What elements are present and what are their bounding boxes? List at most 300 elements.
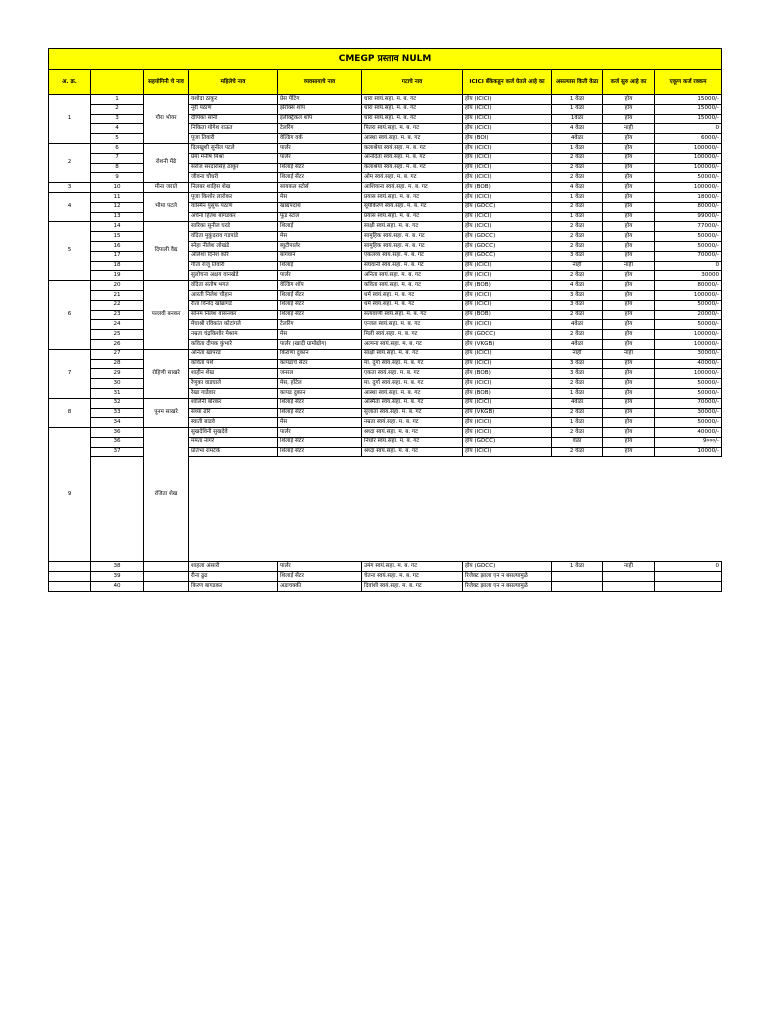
loan-source: होय (BOB) xyxy=(463,281,552,291)
loan-amount: 50000/- xyxy=(655,173,722,183)
group-name: उमंग स्वयं.सहा. म. ब. गट xyxy=(362,562,463,572)
loan-amount: 100000/- xyxy=(655,163,722,173)
group-name: श्रध्दा स्वयं.सहा. म. ब. गट xyxy=(362,428,463,438)
loan-source: होय (ICICI) xyxy=(463,163,552,173)
loan-times: 4वेळा xyxy=(552,320,603,330)
business-name: टेलरिंग xyxy=(278,320,362,330)
business-name: शिलाई सेंटर xyxy=(278,572,362,582)
row-serial: 10 xyxy=(91,183,144,193)
woman-name: प्रतिभा रामटेके xyxy=(189,447,278,457)
business-name: शिलाई xyxy=(278,222,362,232)
loan-active: होय xyxy=(603,173,655,183)
sahyogini-name: रोशनी मेंढे xyxy=(144,143,189,182)
row-serial: 7 xyxy=(91,153,144,163)
empty-cell xyxy=(603,457,655,562)
loan-amount: 50000/- xyxy=(655,388,722,398)
loan-times: 2 वेळा xyxy=(552,241,603,251)
group-name: सत्यवाणी स्वयं.सहा. म. ब. गट xyxy=(362,310,463,320)
row-serial: 25 xyxy=(91,330,144,340)
business-name: शिलाई सेंटर xyxy=(278,290,362,300)
loan-source: होय (ICICI) xyxy=(463,379,552,389)
row-serial: 27 xyxy=(91,349,144,359)
loan-amount: 18000/- xyxy=(655,192,722,202)
loan-source: होय (VKGB) xyxy=(463,408,552,418)
row-serial: 1 xyxy=(91,95,144,105)
loan-source: होय (BOB) xyxy=(463,310,552,320)
loan-times: 3 वेळा xyxy=(552,300,603,310)
row-serial: 5 xyxy=(91,134,144,144)
loan-active: होय xyxy=(603,339,655,349)
empty-cell xyxy=(189,457,278,562)
business-name: मेस xyxy=(278,232,362,242)
loan-amount: 70000/- xyxy=(655,398,722,408)
group-name: मा. दुर्गा स्वयं.सहा. म. ब. गट xyxy=(362,379,463,389)
table-row xyxy=(49,183,722,193)
group-number: 2 xyxy=(49,143,91,182)
loan-source: होय (ICICI) xyxy=(463,261,552,271)
row-serial: 21 xyxy=(91,290,144,300)
row-serial: 38 xyxy=(91,562,144,572)
loan-amount: 99000/- xyxy=(655,212,722,222)
loan-amount: 10000/- xyxy=(655,447,722,457)
business-name: शिलाई सेंटर xyxy=(278,173,362,183)
group-number: 8 xyxy=(49,398,91,427)
loan-times: 1वेळा xyxy=(552,114,603,124)
business-name: पार्लर xyxy=(278,562,362,572)
loan-source: होय (ICICI) xyxy=(463,320,552,330)
row-serial: 9 xyxy=(91,173,144,183)
loan-times: नाही xyxy=(552,261,603,271)
loan-source: होय (GDCC) xyxy=(463,241,552,251)
spreadsheet xyxy=(48,48,721,592)
row-serial: 3 xyxy=(91,114,144,124)
woman-name: यशोदा ठाकुर xyxy=(189,95,278,105)
loan-active: होय xyxy=(603,447,655,457)
row-serial: 4 xyxy=(91,124,144,134)
row-serial: 14 xyxy=(91,222,144,232)
loan-times: नाही xyxy=(552,349,603,359)
header-cell: गटाचे नाव xyxy=(362,70,463,95)
row-serial: 16 xyxy=(91,241,144,251)
loan-active: होय xyxy=(603,212,655,222)
loan-source: होय (BOB) xyxy=(463,388,552,398)
group-number xyxy=(49,572,91,582)
row-serial: 28 xyxy=(91,359,144,369)
group-name: आस्था स्वयं.सहा. म. ब. गट xyxy=(362,134,463,144)
group-name: एन्जल स्वयं.सहा. म. ब. गट xyxy=(362,320,463,330)
sheet-title: CMEGP प्रस्ताव NULM xyxy=(49,49,722,70)
woman-name: रीना ढुढ xyxy=(189,572,278,582)
group-number: 7 xyxy=(49,349,91,398)
business-name: बागवान xyxy=(278,251,362,261)
woman-name: स्नेहा नीलेश लोखंडे xyxy=(189,241,278,251)
group-number: 9 xyxy=(49,428,91,562)
loan-amount: 50000/- xyxy=(655,379,722,389)
woman-name: यास्मिन युसुफ पठाण xyxy=(189,202,278,212)
sahyogini-name: पूनम साखरे xyxy=(144,398,189,427)
loan-active: नाही xyxy=(603,124,655,134)
business-name: झेरॉक्स शॉप xyxy=(278,104,362,114)
group-name: नम्रता स्वयं.सहा. म. ब. गट xyxy=(362,418,463,428)
title-row xyxy=(49,49,722,70)
woman-name: रेणुका वाडघाले xyxy=(189,379,278,389)
loan-times: 2 वेळा xyxy=(552,379,603,389)
loan-active: होय xyxy=(603,95,655,105)
loan-times: 4वेळा xyxy=(552,398,603,408)
loan-source: रिजेक्ट झाला एन न बसल्यामुळे xyxy=(463,582,552,592)
empty-cell xyxy=(552,457,603,562)
group-number: 6 xyxy=(49,281,91,350)
group-name: अस्मिता स्वयं.सहा. म. ब. गट xyxy=(362,398,463,408)
loan-active: होय xyxy=(603,330,655,340)
loan-source: होय (ICICI) xyxy=(463,418,552,428)
loan-times: 4 वेळा xyxy=(552,183,603,193)
loan-times: 1 वेळा xyxy=(552,95,603,105)
loan-source: होय (BOI) xyxy=(463,134,552,144)
loan-amount: 50000/- xyxy=(655,232,722,242)
row-serial: 11 xyxy=(91,192,144,202)
loan-times: 2 वेळा xyxy=(552,408,603,418)
loan-active xyxy=(603,572,655,582)
loan-active: नाही xyxy=(603,562,655,572)
loan-active: होय xyxy=(603,222,655,232)
table-row xyxy=(49,428,722,438)
group-name: एकता स्वयं.सहा. म. ब. गट xyxy=(362,369,463,379)
loan-amount: 15000/- xyxy=(655,104,722,114)
group-name: धारा स्वयं.सहा. म. ब. गट xyxy=(362,114,463,124)
business-name: शिलाई सेंटर xyxy=(278,310,362,320)
business-name: वेल्डिंग शॉप xyxy=(278,281,362,291)
group-name: धर्म स्वयं.सहा. म. ब. गट xyxy=(362,290,463,300)
loan-times: 2 वेळा xyxy=(552,222,603,232)
woman-name: निकिता योगेश राऊत xyxy=(189,124,278,134)
header-cell: असल्यास किती वेळा xyxy=(552,70,603,95)
loan-source: रिजेक्ट झाला एन न बसल्यामुळे xyxy=(463,572,552,582)
loan-amount: 50000/- xyxy=(655,241,722,251)
row-serial: 34 xyxy=(91,418,144,428)
woman-name: नम्रता चंद्रकिशोर मेश्राम xyxy=(189,330,278,340)
loan-source: होय (ICICI) xyxy=(463,173,552,183)
row-serial: 30 xyxy=(91,379,144,389)
row-serial: 39 xyxy=(91,572,144,582)
business-name: फूड स्टाल xyxy=(278,212,362,222)
loan-source: होय (GDCC) xyxy=(463,251,552,261)
loan-amount: 9०००/- xyxy=(655,437,722,447)
loan-active: होय xyxy=(603,134,655,144)
woman-name: कविता पशे xyxy=(189,359,278,369)
row-serial: 6 xyxy=(91,143,144,153)
loan-amount: 70000/- xyxy=(655,251,722,261)
loan-amount: 100000/- xyxy=(655,143,722,153)
table-row xyxy=(49,572,722,582)
loan-times: 3 वेळा xyxy=(552,251,603,261)
loan-active: होय xyxy=(603,359,655,369)
loan-source: होय (GDCC) xyxy=(463,202,552,212)
woman-name: जीवना चौधरी xyxy=(189,173,278,183)
group-name: निर्धार स्वयं.सहा. म. ब. गट xyxy=(362,437,463,447)
sahyogini-name xyxy=(144,572,189,582)
group-number: 1 xyxy=(49,95,91,144)
group-name: चेतना स्वयं.सहा. म. ब. गट xyxy=(362,572,463,582)
loan-amount: 30000/- xyxy=(655,349,722,359)
loan-times: 1 वेळा xyxy=(552,104,603,114)
woman-name: पूजा तिवारी xyxy=(189,134,278,144)
empty-cell xyxy=(362,457,463,562)
group-number: 3 xyxy=(49,183,91,193)
woman-name: किरण बागडकर xyxy=(189,582,278,592)
woman-name: सोनम निलेश वासनकर xyxy=(189,310,278,320)
loan-active: होय xyxy=(603,281,655,291)
sahyogini-name: भीमा पटले xyxy=(144,192,189,221)
sahyogini-name xyxy=(144,582,189,592)
business-name: मेस, हॉटेल xyxy=(278,379,362,389)
loan-times: 2 वेळा xyxy=(552,202,603,212)
group-name: कलाश्रेया स्वयं.सहा. म. ब. गट xyxy=(362,143,463,153)
sahyogini-name: पल्लवी बनकर xyxy=(144,281,189,350)
loan-amount: 15000/- xyxy=(655,114,722,124)
loan-amount: 77000/- xyxy=(655,222,722,232)
loan-times: 3 वेळा xyxy=(552,369,603,379)
loan-source: होय (ICICI) xyxy=(463,398,552,408)
loan-times: 3 वेळा xyxy=(552,290,603,300)
group-name: अनिता स्वयं.सहा. म. ब. गट xyxy=(362,271,463,281)
header-cell xyxy=(91,70,144,95)
table-row xyxy=(49,398,722,408)
group-name: आनंदिता स्वयं.सहा. म. ब. गट xyxy=(362,153,463,163)
woman-name: गीता राजू तिवारी xyxy=(189,261,278,271)
loan-times: 4 वेळा xyxy=(552,124,603,134)
business-name: मेस xyxy=(278,192,362,202)
business-name: पार्लर xyxy=(278,153,362,163)
loan-times: 1 वेळा xyxy=(552,212,603,222)
woman-name: दीपिका सोनी xyxy=(189,114,278,124)
group-name: आस्था स्वयं.सहा. म. ब. गट xyxy=(362,388,463,398)
business-name: पार्लर xyxy=(278,271,362,281)
empty-cell xyxy=(655,457,722,562)
business-name: शिलाई सेंटर xyxy=(278,408,362,418)
table-row xyxy=(49,95,722,105)
loan-active: होय xyxy=(603,428,655,438)
loan-source: होय (GDCC) xyxy=(463,330,552,340)
business-name: अडाचक्की xyxy=(278,582,362,592)
loan-amount: 50000/- xyxy=(655,320,722,330)
loan-times: 1 वेळा xyxy=(552,388,603,398)
row-serial: 8 xyxy=(91,163,144,173)
header-cell: कर्ज सुरु आहे का xyxy=(603,70,655,95)
row-serial: 36 xyxy=(91,428,144,438)
business-name: मेस xyxy=(278,330,362,340)
empty-cell xyxy=(278,457,362,562)
loan-amount: 100000/- xyxy=(655,290,722,300)
loan-times: 2 वेळा xyxy=(552,173,603,183)
header-cell: एकूण कर्ज रक्कम xyxy=(655,70,722,95)
loan-source: होय (VKGB) xyxy=(463,339,552,349)
table-row xyxy=(49,143,722,153)
business-name: शिलाई सेंटर xyxy=(278,398,362,408)
loan-times: 2 वेळा xyxy=(552,232,603,242)
loan-active: होय xyxy=(603,114,655,124)
loan-active: होय xyxy=(603,241,655,251)
woman-name: रीता विनोद खोब्रागडे xyxy=(189,300,278,310)
header-cell: ICICI बॅंकेकडून कर्ज घेतले आहे का xyxy=(463,70,552,95)
loan-amount: 100000/- xyxy=(655,330,722,340)
row-serial: 33 xyxy=(91,408,144,418)
loan-active: होय xyxy=(603,300,655,310)
sahyogini-name xyxy=(144,562,189,572)
loan-source: होय (ICICI) xyxy=(463,192,552,202)
sahyogini-name: रंजिता शेख xyxy=(144,428,189,562)
group-number xyxy=(49,562,91,572)
group-name: मा. दुर्गा स्वयं.सहा. म. ब. गट xyxy=(362,359,463,369)
empty-cell xyxy=(463,457,552,562)
loan-times: 1 वेळा xyxy=(552,143,603,153)
loan-source: होय (BOB) xyxy=(463,369,552,379)
loan-active: होय xyxy=(603,408,655,418)
row-serial: 20 xyxy=(91,281,144,291)
loan-amount: 0 xyxy=(655,124,722,134)
group-number: 5 xyxy=(49,222,91,281)
loan-times: 1 वेळा xyxy=(552,418,603,428)
loan-active: होय xyxy=(603,290,655,300)
loan-active: होय xyxy=(603,143,655,153)
loan-amount: 40000/- xyxy=(655,359,722,369)
group-name: अल्पना स्वयं.सहा. म. ब. गट xyxy=(362,339,463,349)
loan-active: होय xyxy=(603,104,655,114)
table-row xyxy=(49,192,722,202)
woman-name: रेखा गाडेवार xyxy=(189,388,278,398)
business-name: सायकल स्टोर्स xyxy=(278,183,362,193)
loan-times: 4वेळा xyxy=(552,339,603,349)
woman-name: शालिनी बोरकर xyxy=(189,398,278,408)
header-row xyxy=(49,70,722,95)
group-name: ओम स्वयं.सहा. म. ब. गट xyxy=(362,173,463,183)
woman-name: सुखदेविनी सुखदेवे xyxy=(189,428,278,438)
loan-source: होय (GDCC) xyxy=(463,437,552,447)
loan-source: होय (ICICI) xyxy=(463,104,552,114)
group-name: सुजाता स्वयं.सहा. म. ब. गट xyxy=(362,408,463,418)
row-serial: 15 xyxy=(91,232,144,242)
loan-times: 2 वेळा xyxy=(552,330,603,340)
business-name: किराणा दुकान xyxy=(278,349,362,359)
loan-amount: 40000/- xyxy=(655,428,722,438)
business-name: खाद्यपदार्थ xyxy=(278,202,362,212)
loan-amount: 80000/- xyxy=(655,281,722,291)
woman-name: सुलोचना अक्षय वानखेडे xyxy=(189,271,278,281)
group-number xyxy=(49,582,91,592)
loan-times xyxy=(552,582,603,592)
group-name: संघवानी स्वयं.सहा. म. ब. गट xyxy=(362,261,463,271)
group-name: धारा स्वयं.सहा. म. ब. गट xyxy=(362,104,463,114)
row-serial: 22 xyxy=(91,300,144,310)
woman-name: ममता नागरे xyxy=(189,437,278,447)
group-name: साक्षी स्वयं.सहा. म. ब. गट xyxy=(362,349,463,359)
table-row xyxy=(49,281,722,291)
business-name: शिलाई सेंटर xyxy=(278,300,362,310)
loan-amount: 100000/- xyxy=(655,183,722,193)
loan-times: 4 वेळा xyxy=(552,281,603,291)
group-name: श्रध्दा स्वयं.सहा. म. ब. गट xyxy=(362,447,463,457)
business-name: पार्लर xyxy=(278,428,362,438)
group-name: आशियाना स्वयं.सहा. म. ब. गट xyxy=(362,183,463,193)
loan-active: नाही xyxy=(603,349,655,359)
loan-amount: 0 xyxy=(655,562,722,572)
business-name: जनरल xyxy=(278,369,362,379)
row-serial: 32 xyxy=(91,398,144,408)
loan-active: होय xyxy=(603,192,655,202)
row-serial: 37 xyxy=(91,447,144,457)
loan-source: होय (ICICI) xyxy=(463,349,552,359)
loan-active: होय xyxy=(603,202,655,212)
group-name: प्रयास स्वयं.सहा. म. ब. गट xyxy=(362,192,463,202)
loan-source: होय (ICICI) xyxy=(463,95,552,105)
group-name: प्रयास स्वयं.सहा. म. ब. गट xyxy=(362,212,463,222)
loan-amount: 30000/- xyxy=(655,408,722,418)
loan-table xyxy=(48,48,722,592)
woman-name: प्रेमा मनीष मिश्रा xyxy=(189,153,278,163)
loan-active: होय xyxy=(603,418,655,428)
loan-times: 4वेळा xyxy=(552,134,603,144)
woman-name: दिलखुशी सुनील पटले xyxy=(189,143,278,153)
business-name: मेस xyxy=(278,418,362,428)
business-name: इलेक्ट्रिकल शॉप xyxy=(278,114,362,124)
loan-amount: 50000/- xyxy=(655,300,722,310)
loan-active: होय xyxy=(603,379,655,389)
loan-times: 3 वेळा xyxy=(552,359,603,369)
loan-amount: 30000 xyxy=(655,271,722,281)
loan-source: होय (ICICI) xyxy=(463,428,552,438)
woman-name: वंदिता मुकुंदराव गडपांडे xyxy=(189,232,278,242)
group-name: दिवांशी स्वयं.सहा. म. ब. गट xyxy=(362,582,463,592)
loan-source: होय (GDCC) xyxy=(463,562,552,572)
woman-name: वंदिता संतोष भगत xyxy=(189,281,278,291)
row-serial: 26 xyxy=(91,339,144,349)
header-cell: व्यवसायाचे नाव xyxy=(278,70,362,95)
loan-source: होय (ICICI) xyxy=(463,143,552,153)
loan-times: 2 वेळा xyxy=(552,271,603,281)
woman-name: स्वाती बाडवे xyxy=(189,418,278,428)
loan-active: होय xyxy=(603,437,655,447)
sahyogini-name: गौरा भोयर xyxy=(144,95,189,144)
loan-active: होय xyxy=(603,153,655,163)
group-name: एकलव्य स्वयं.सहा. म. ब. गट xyxy=(362,251,463,261)
business-name: टेलरिंग xyxy=(278,124,362,134)
loan-times: 2 वेळा xyxy=(552,153,603,163)
loan-times: 2 वेळा xyxy=(552,310,603,320)
loan-amount: 80000/- xyxy=(655,202,722,212)
group-name: धारा स्वयं.सहा. म. ब. गट xyxy=(362,95,463,105)
row-serial: 36 xyxy=(91,437,144,447)
loan-source: होय (ICICI) xyxy=(463,271,552,281)
loan-active: होय xyxy=(603,369,655,379)
sahyogini-name: मीना जराते xyxy=(144,183,189,193)
woman-name: पूजा किशोर लारोकर xyxy=(189,192,278,202)
empty-cell xyxy=(91,457,144,562)
loan-times: 2 वेळा xyxy=(552,163,603,173)
loan-amount: 15000/- xyxy=(655,95,722,105)
business-name: शिलाई सेंटर xyxy=(278,163,362,173)
loan-active: होय xyxy=(603,310,655,320)
business-name: प्रेस पेंटिंग xyxy=(278,95,362,105)
business-name: शिलाई सेंटर xyxy=(278,447,362,457)
group-name: कलाश्रेया स्वयं.सहा. म. ब. गट xyxy=(362,163,463,173)
business-name: पार्लर xyxy=(278,143,362,153)
loan-amount xyxy=(655,572,722,582)
row-serial: 40 xyxy=(91,582,144,592)
loan-source: होय (ICICI) xyxy=(463,359,552,369)
loan-times: 1 वेळा xyxy=(552,192,603,202)
woman-name: कविता दीपक कुंभारे xyxy=(189,339,278,349)
loan-amount: 100000/- xyxy=(655,153,722,163)
